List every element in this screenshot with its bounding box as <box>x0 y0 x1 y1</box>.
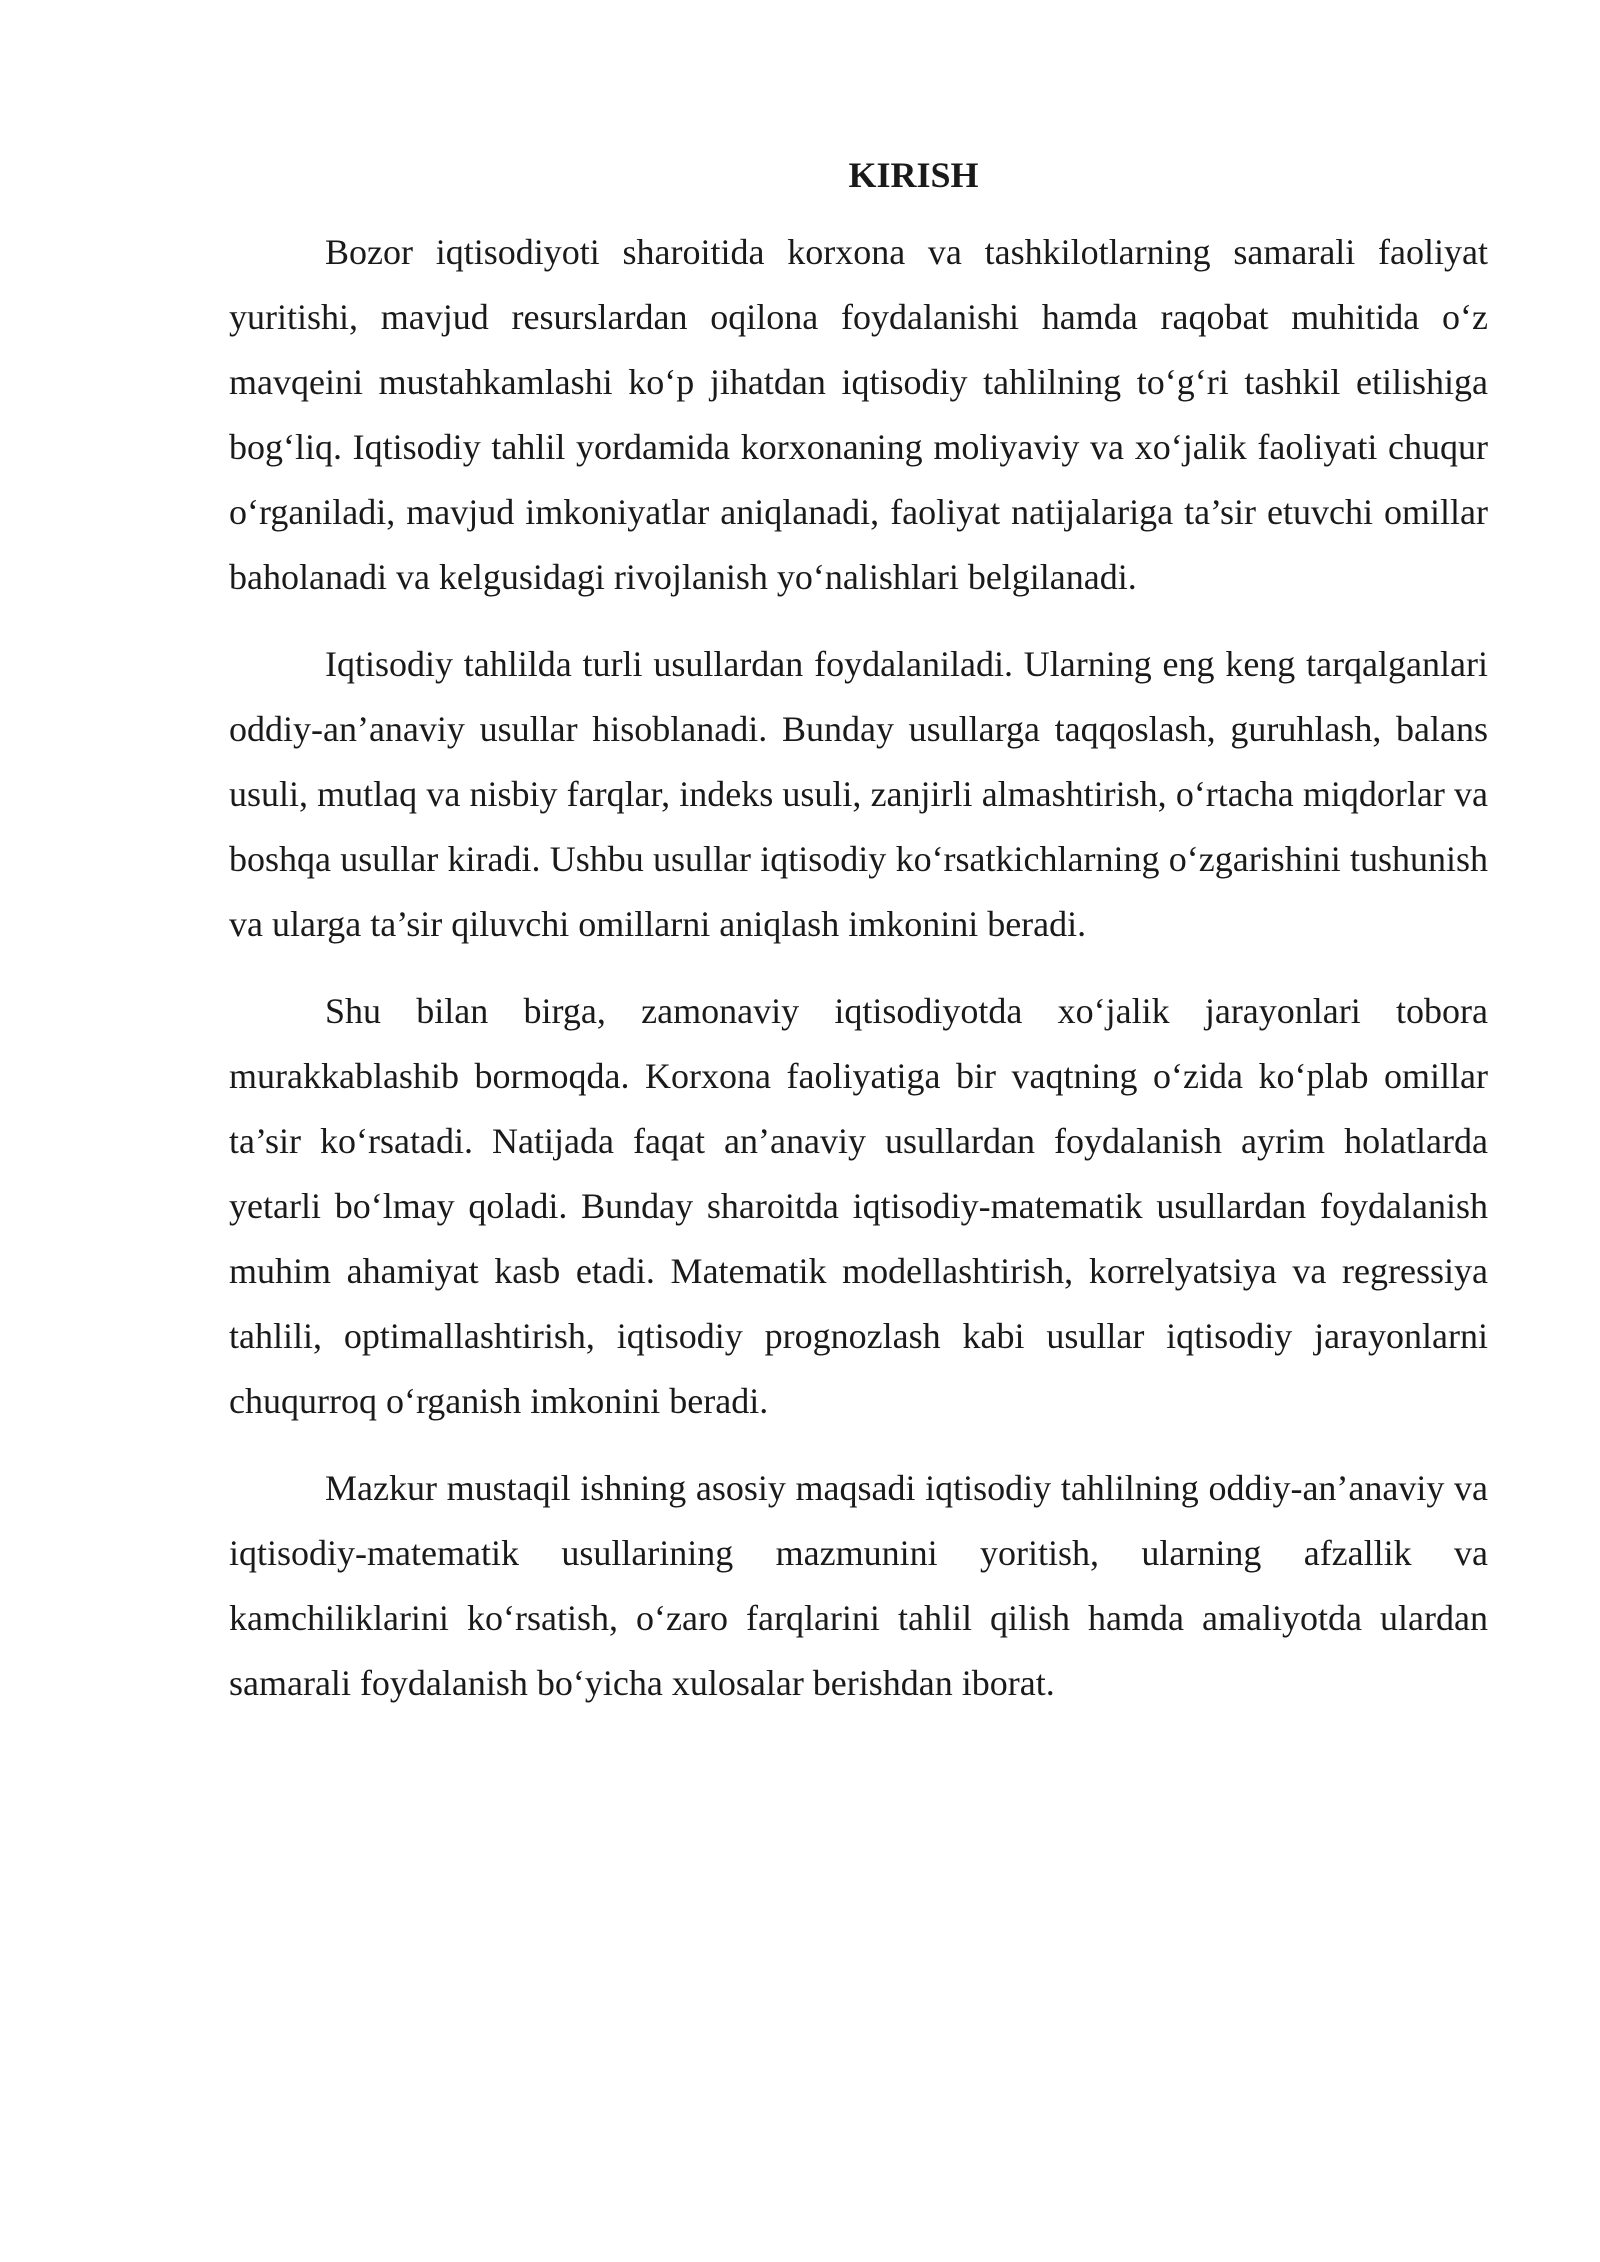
paragraph-2: Iqtisodiy tahlilda turli usullardan foydalaniladi. Ularning eng keng tarqalganlari oddiy-an’anaviy usullar hisoblanadi. Bunday usullarga taqqoslash, guruhlash, balans usuli, mutlaq va nisbiy farqlar, indeks usuli, zanjirli almashtirish, o‘rtacha miqdorlar va boshqa usullar kiradi. Ushbu usullar iqtisodiy ko‘rsatkichlarning o‘zgarishini tushunish va ularga ta’sir qiluvchi omillarni aniqlash imkonini beradi. <box>229 644 1488 944</box>
paragraph-1: Bozor iqtisodiyoti sharoitida korxona va tashkilotlarning samarali faoliyat yuritishi, mavjud resurslardan oqilona foydalanishi hamda raqobat muhitida o‘z mavqeini mustahkamlashi ko‘p jihatdan iqtisodiy tahlilning to‘g‘ri tashkil etilishiga bog‘liq. Iqtisodiy tahlil yordamida korxonaning moliyaviy va xo‘jalik faoliyati chuqur o‘rganiladi, mavjud imkoniyatlar aniqlanadi, faoliyat natijalariga ta’sir etuvchi omillar baholanadi va kelgusidagi rivojlanish yo‘nalishlari belgilanadi. <box>229 232 1488 597</box>
paragraph-4: Mazkur mustaqil ishning asosiy maqsadi iqtisodiy tahlilning oddiy-an’anaviy va iqtisodiy-matematik usullarining mazmunini yoritish, ularning afzallik va kamchiliklarini ko‘rsatish, o‘zaro farqlarini tahlil qilish hamda amaliyotda ulardan samarali foydalanish bo‘yicha xulosalar berishdan iborat. <box>229 1468 1488 1703</box>
paragraph-3: Shu bilan birga, zamonaviy iqtisodiyotda xo‘jalik jarayonlari tobora murakkablashib bormoqda. Korxona faoliyatiga bir vaqtning o‘zida ko‘plab omillar ta’sir ko‘rsatadi. Natijada faqat an’anaviy usullardan foydalanish ayrim holatlarda yetarli bo‘lmay qoladi. Bunday sharoitda iqtisodiy-matematik usullardan foydalanish muhim ahamiyat kasb etadi. Matematik modellashtirish, korrelyatsiya va regressiya tahlili, optimallashtirish, iqtisodiy prognozlash kabi usullar iqtisodiy jarayonlarni chuqurroq o‘rganish imkonini beradi. <box>229 991 1488 1421</box>
page-title: KIRISH <box>848 155 979 195</box>
document-body <box>229 150 1488 1738</box>
